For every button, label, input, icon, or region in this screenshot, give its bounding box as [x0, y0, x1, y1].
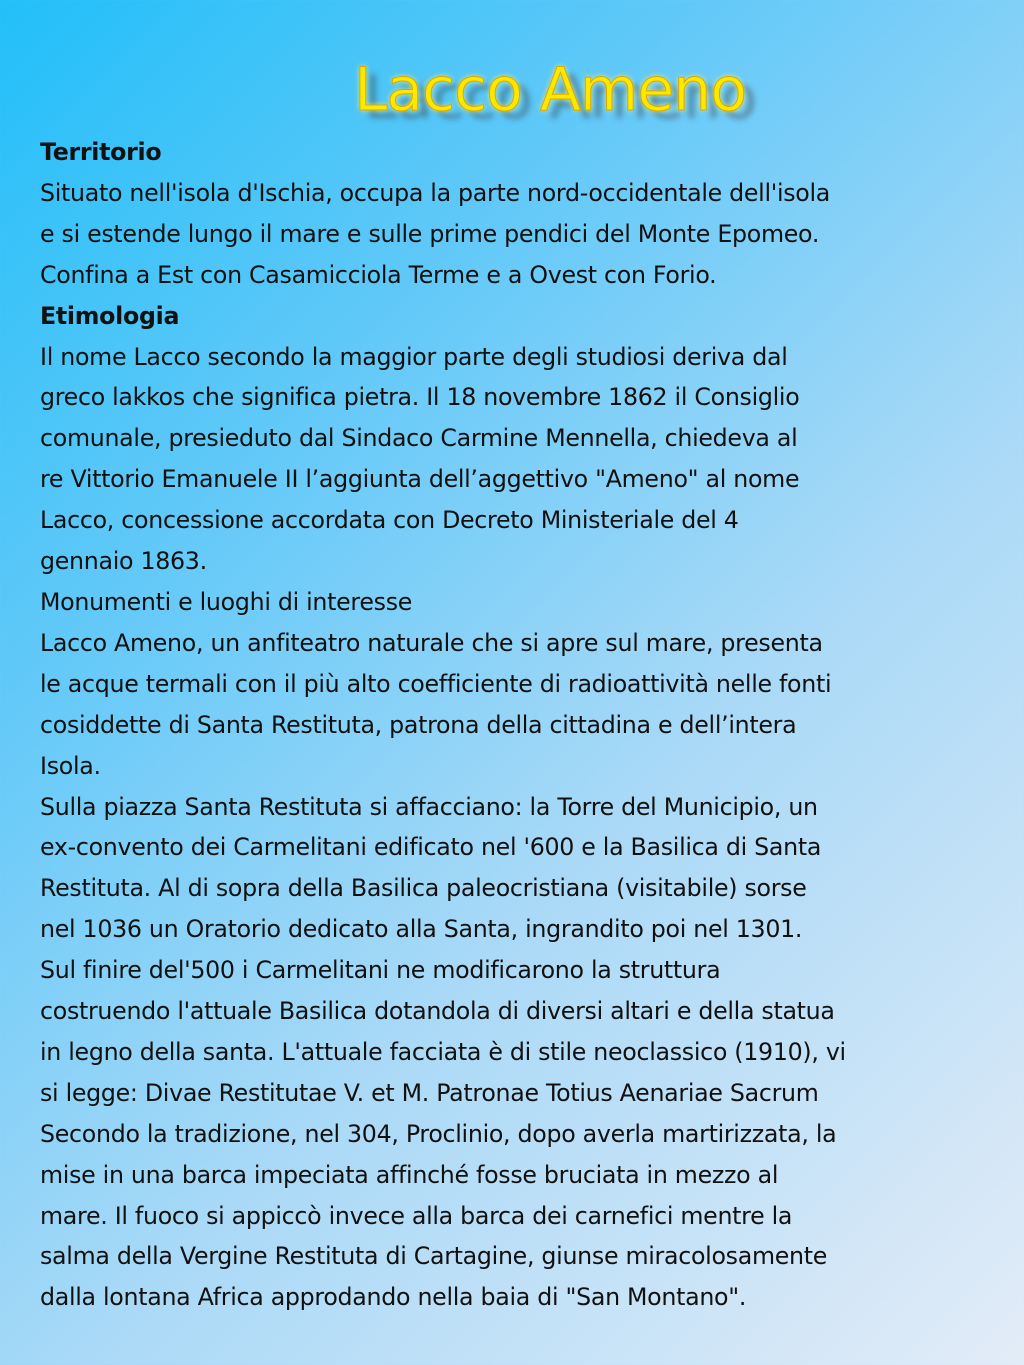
section-heading: Territorio: [40, 138, 162, 166]
text-line: re Vittorio Emanuele II l’aggiunta dell’aggettivo "Ameno" al nome: [40, 465, 800, 494]
text-line: Restituta. Al di sopra della Basilica paleocristiana (visitabile) sorse: [40, 874, 807, 903]
text-line: mise in una barca impeciata affinché fosse bruciata in mezzo al: [40, 1160, 779, 1189]
text-line: e si estende lungo il mare e sulle prime pendici del Monte Epomeo.: [40, 219, 820, 248]
text-line: ex-convento dei Carmelitani edificato nel '600 e la Basilica di Santa: [40, 833, 822, 862]
text-line: le acque termali con il più alto coefficiente di radioattività nelle fonti: [40, 669, 832, 698]
text-line: Lacco, concessione accordata con Decreto Ministeriale del 4: [40, 506, 739, 535]
text-line: Monumenti e luoghi di interesse: [40, 587, 413, 616]
text-line: Situato nell'isola d'Ischia, occupa la parte nord-occidentale dell'isola: [40, 178, 831, 207]
text-line: si legge: Divae Restitutae V. et M. Patronae Totius Aenariae Sacrum: [40, 1078, 819, 1107]
text-line: cosiddette di Santa Restituta, patrona della cittadina e dell’intera: [40, 710, 797, 739]
text-line: comunale, presieduto dal Sindaco Carmine Mennella, chiedeva al: [40, 424, 798, 453]
page-title: Lacco Ameno: [353, 55, 747, 125]
text-line: Confina a Est con Casamicciola Terme e a Ovest con Forio.: [40, 260, 717, 289]
text-line: Sul finire del'500 i Carmelitani ne modificarono la struttura: [40, 956, 721, 985]
text-line: costruendo l'attuale Basilica dotandola di diversi altari e della statua: [40, 997, 835, 1026]
text-line: Secondo la tradizione, nel 304, Proclinio, dopo averla martirizzata, la: [40, 1119, 837, 1148]
text-line: nel 1036 un Oratorio dedicato alla Santa, ingrandito poi nel 1301.: [40, 915, 803, 944]
text-line: Sulla piazza Santa Restituta si affacciano: la Torre del Municipio, un: [40, 792, 818, 821]
text-line: dalla lontana Africa approdando nella baia di "San Montano".: [40, 1283, 747, 1312]
text-line: in legno della santa. L'attuale facciata è di stile neoclassico (1910), vi: [40, 1037, 846, 1066]
text-line: salma della Vergine Restituta di Cartagine, giunse miracolosamente: [40, 1242, 828, 1271]
body-text: [40, 132, 1000, 1318]
text-line: Lacco Ameno, un anfiteatro naturale che si apre sul mare, presenta: [40, 628, 823, 657]
text-line: gennaio 1863.: [40, 547, 207, 576]
text-line: Isola.: [40, 751, 101, 780]
text-line: mare. Il fuoco si appiccò invece alla barca dei carnefici mentre la: [40, 1201, 793, 1230]
text-line: greco lakkos che significa pietra. Il 18 novembre 1862 il Consiglio: [40, 383, 800, 412]
section-heading: Etimologia: [40, 301, 180, 330]
text-line: Il nome Lacco secondo la maggior parte degli studiosi deriva dal: [40, 342, 788, 371]
